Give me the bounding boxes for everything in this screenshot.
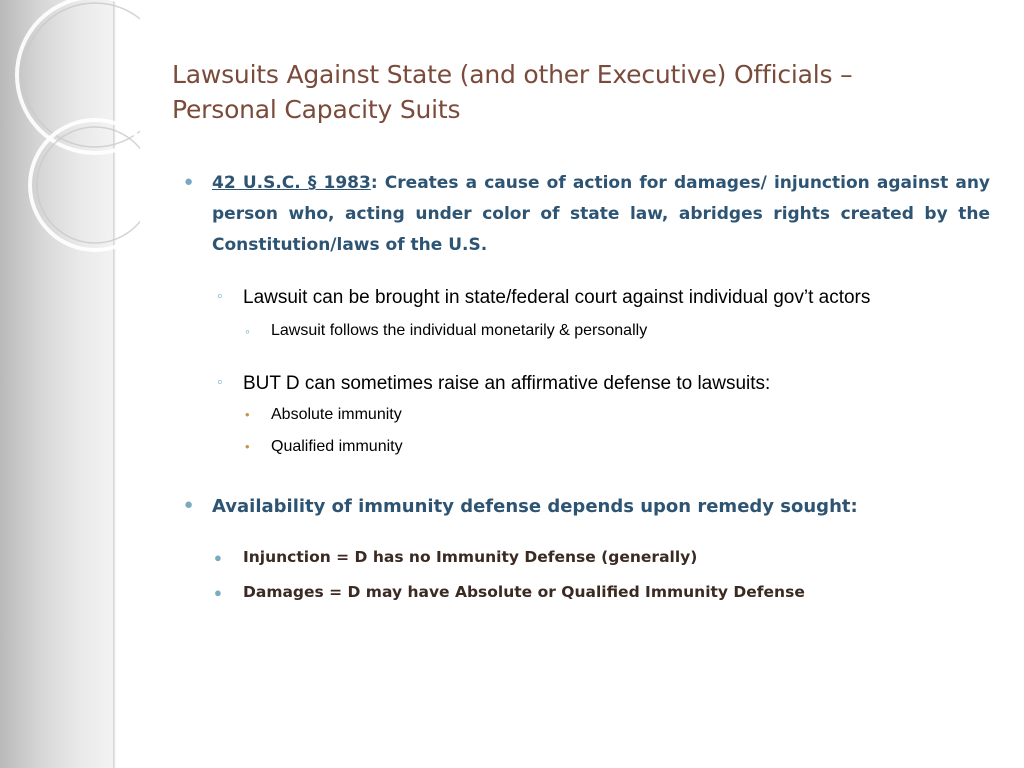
sub-bullet-lawsuit [184, 283, 990, 313]
title-line-2: Personal Capacity Suits [172, 95, 461, 124]
sub-sub-bullet-qualified-text: Qualified immunity [271, 438, 403, 455]
sub-sub-bullet-qualified [184, 431, 990, 463]
bullet-1983 [184, 168, 990, 261]
ring-bullet-icon: ◦ [217, 374, 223, 391]
slide-title [172, 57, 972, 127]
small-dot-icon: • [245, 407, 250, 422]
bullet-1983-text [212, 168, 990, 261]
sub-bullet-lawsuit-text: Lawsuit can be brought in state/federal court against individual gov’t actors [243, 287, 871, 308]
bullet-dot-icon: ● [214, 585, 222, 600]
bullet-availability [184, 491, 990, 522]
ring-bullet-icon: ◦ [245, 323, 250, 339]
bullet-dot-icon: ● [184, 496, 194, 513]
slide-content [184, 168, 990, 610]
bullet-dot-icon: ● [214, 550, 222, 565]
sub-sub-bullet-absolute-text: Absolute immunity [271, 406, 402, 423]
bullet-availability-text: Availability of immunity defense depends upon remedy sought: [212, 496, 858, 517]
sub-bullet-defense-text: BUT D can sometimes raise an affirmative defense to lawsuits: [243, 373, 771, 394]
sub-bullet-injunction [184, 540, 990, 575]
sub-bullet-defense [184, 369, 990, 399]
statute-link[interactable]: 42 U.S.C. § 1983 [212, 173, 371, 193]
sub-sub-bullet-monetarily-text: Lawsuit follows the individual monetarily & personally [271, 322, 648, 339]
sub-bullet-injunction-text: Injunction = D has no Immunity Defense (generally) [243, 548, 698, 566]
sub-sub-bullet-absolute [184, 399, 990, 431]
decorative-circles [0, 0, 140, 320]
bullet-1983-description: : Creates a cause of action for damages/ injunction against any person who, acting under color of state law, abridges rights created by the Constitution/laws of the U.S. [212, 173, 991, 255]
sub-sub-bullet-monetarily [184, 315, 990, 347]
bullet-dot-icon: ● [184, 173, 194, 190]
sub-bullet-damages [184, 575, 990, 610]
sub-bullet-damages-text: Damages = D may have Absolute or Qualified Immunity Defense [243, 583, 805, 601]
ring-bullet-icon: ◦ [217, 288, 223, 305]
title-line-1: Lawsuits Against State (and other Executive) Officials – [172, 60, 853, 89]
small-dot-icon: • [245, 439, 250, 454]
